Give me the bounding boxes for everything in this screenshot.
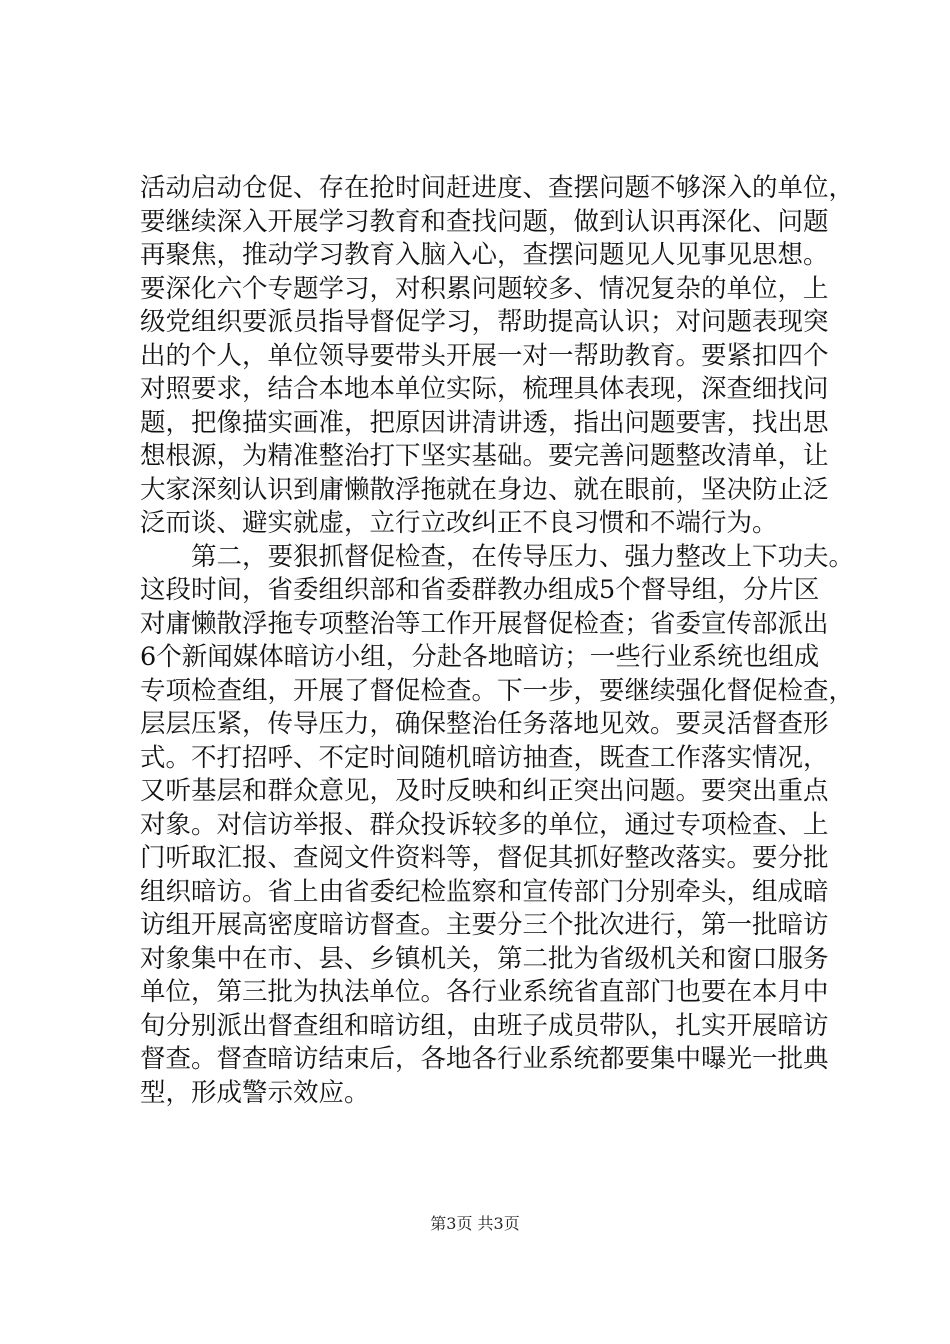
text-line: 又听基层和群众意见，及时反映和纠正突出问题。要突出重点 [140,776,829,806]
text-line: 级党组织要派员指导督促学习，帮助提高认识；对问题表现突 [140,307,829,337]
text-line: 6个新闻媒体暗访小组，分赴各地暗访；一些行业系统也组成 [140,642,820,672]
page-number-footer: 第3页 共3页 [430,1214,520,1233]
text-line: 旬分别派出督查组和暗访组，由班子成员带队，扎实开展暗访 [140,1010,829,1041]
text-line: 访组开展高密度暗访督查。主要分三个批次进行，第一批暗访 [140,910,829,940]
text-line: 活动启动仓促、存在抢时间赶进度、查摆问题不够深入的单位， [140,173,855,203]
text-line: 再聚焦，推动学习教育入脑入心，查摆问题见人见事见思想。 [140,240,829,270]
text-line: 对象。对信访举报、群众投诉较多的单位，通过专项检查、上 [140,809,829,840]
text-line: 层层压紧，传导压力，确保整治任务落地见效。要灵活督查形 [140,709,829,739]
text-line: 想根源，为精准整治打下坚实基础。要完善问题整改清单，让 [140,441,829,471]
text-line: 对庸懒散浮拖专项整治等工作开展督促检查；省委宣传部派出 [140,608,829,639]
text-line: 大家深刻认识到庸懒散浮拖就在身边、就在眼前，坚决防止泛 [140,474,829,505]
text-line: 专项检查组，开展了督促检查。下一步，要继续强化督促检查， [140,675,855,706]
text-line: 对象集中在市、县、乡镇机关，第二批为省级机关和窗口服务 [140,943,829,974]
text-line: 题，把像描实画准，把原因讲清讲透，指出问题要害，找出思 [140,407,829,438]
text-line: 泛而谈、避实就虚，立行立改纠正不良习惯和不端行为。 [140,508,778,538]
body-text [140,172,855,1110]
text-line: 门听取汇报、查阅文件资料等，督促其抓好整改落实。要分批 [140,843,829,873]
text-line: 督查。督查暗访结束后，各地各行业系统都要集中曝光一批典 [140,1044,829,1074]
text-line: 要继续深入开展学习教育和查找问题，做到认识再深化、问题 [140,206,829,237]
text-line: 组织暗访。省上由省委纪检监察和宣传部门分别牵头，组成暗 [140,876,829,907]
text-line: 对照要求，结合本地本单位实际，梳理具体表现，深查细找问 [140,374,829,404]
text-line: 这段时间，省委组织部和省委群教办组成5个督导组，分片区 [140,575,820,605]
text-line: 单位，第三批为执法单位。各行业系统省直部门也要在本月中 [140,977,829,1007]
text-line: 型，形成警示效应。 [140,1077,370,1108]
text-line: 第二，要狠抓督促检查，在传导压力、强力整改上下功夫。 [140,541,855,572]
text-line: 要深化六个专题学习，对积累问题较多、情况复杂的单位，上 [140,273,829,304]
text-line: 出的个人，单位领导要带头开展一对一帮助教育。要紧扣四个 [140,340,829,371]
text-line: 式。不打招呼、不定时间随机暗访抽查，既查工作落实情况， [140,742,829,773]
